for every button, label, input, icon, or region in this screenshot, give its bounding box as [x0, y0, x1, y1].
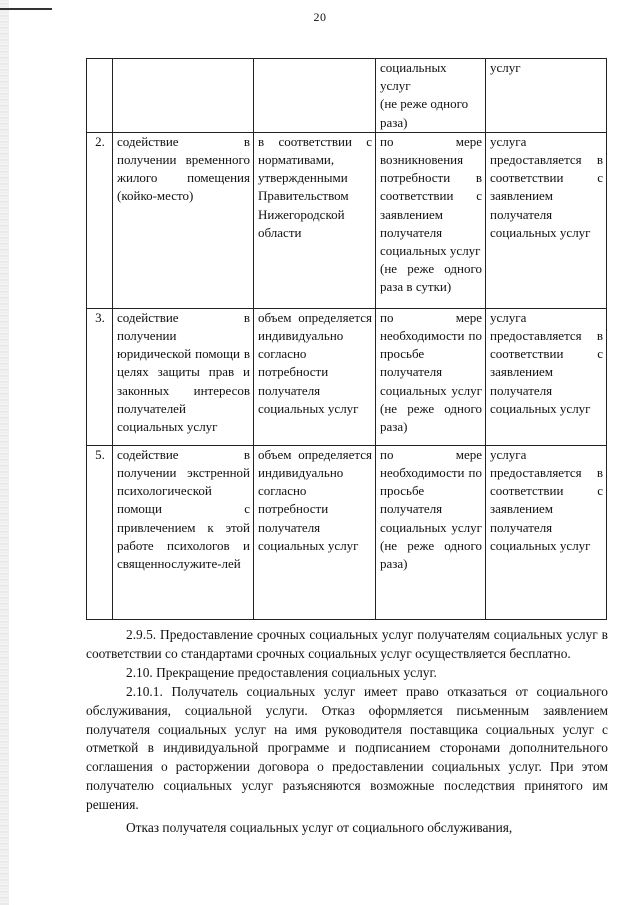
- service-name-cell: [113, 59, 254, 133]
- row-number: 2.: [87, 132, 113, 308]
- frequency-cell: социальных услуг (не реже одного раза): [376, 59, 486, 133]
- conditions-cell: услуга предоставляется в соответствии с заявлением получателя социальных услуг: [486, 445, 607, 619]
- services-table: [86, 58, 607, 620]
- conditions-cell: услуга предоставляется в соответствии с заявлением получателя социальных услуг: [486, 308, 607, 445]
- conditions-cell: услуга предоставляется в соответствии с заявлением получателя социальных услуг: [486, 132, 607, 308]
- service-name-cell: содействие в получении экстренной психологической помощи с привлечением к этой работе психологов и священнослужите-лей: [113, 445, 254, 619]
- frequency-cell: по мере возникновения потребности в соответствии с заявлением получателя социальных услуг (не реже одного раза в сутки): [376, 132, 486, 308]
- service-name-cell: содействие в получении юридической помощи в целях защиты прав и законных интересов получателей социальных услуг: [113, 308, 254, 445]
- table-row: [87, 308, 607, 445]
- frequency-cell: по мере необходимости по просьбе получателя социальных услуг (не реже одного раза): [376, 308, 486, 445]
- paragraph: 2.10. Прекращение предоставления социальных услуг.: [126, 664, 437, 680]
- scan-edge: [0, 0, 9, 905]
- table-row: [87, 132, 607, 308]
- table-row: [87, 59, 607, 133]
- volume-cell: объем определяется индивидуально согласно потребности получателя социальных услуг: [254, 445, 376, 619]
- table-row: [87, 445, 607, 619]
- volume-cell: объем определяется индивидуально согласно потребности получателя социальных услуг: [254, 308, 376, 445]
- page-number: 20: [313, 10, 327, 24]
- body-text: [86, 626, 608, 838]
- volume-cell: [254, 59, 376, 133]
- paragraph: 2.10.1. Получатель социальных услуг имеет право отказаться от социального обслуживания, социальной услуги. Отказ оформляется письменным заявлением получателя социальных услуг на имя руководителя поставщика социальных услуг с отметкой в индивидуальной программе и подписанием сторонами дополнительного соглашения о расторжении договора о предоставлении социальных услуг. При этом получателю социальных услуг разъясняются возможные последствия принятого им решения.: [86, 683, 608, 813]
- row-number: 5.: [87, 445, 113, 619]
- frequency-cell: по мере необходимости по просьбе получателя социальных услуг (не реже одного раза): [376, 445, 486, 619]
- paragraph: Отказ получателя социальных услуг от социального обслуживания,: [126, 820, 513, 836]
- service-name-cell: содействие в получении временного жилого помещения (койко-место): [113, 132, 254, 308]
- volume-cell: в соответствии с нормативами, утвержденными Правительством Нижегородской области: [254, 132, 376, 308]
- conditions-cell: услуг: [486, 59, 607, 133]
- row-number: 3.: [87, 308, 113, 445]
- row-number: [87, 59, 113, 133]
- paragraph: 2.9.5. Предоставление срочных социальных услуг получателям социальных услуг в соответствии со стандартами срочных социальных услуг осуществляется бесплатно.: [86, 627, 608, 661]
